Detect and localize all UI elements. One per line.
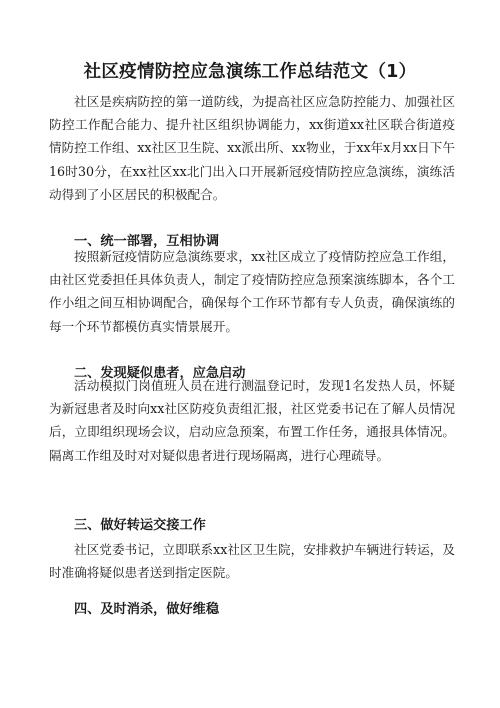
intro-paragraph: 社区是疾病防控的第一道防线，为提高社区应急防控能力、加强社区防控工作配合能力、提升社区组织协调能力，xx街道xx社区联合街道疫情防控工作组、xx社区卫生院、xx派出所、xx物业，于xx年x月xx日下午16时30分，在xx社区xx北门出入口开展新冠疫情防控应急演练，演练活动得到了小区居民的积极配合。 (49, 94, 455, 202)
section-body-3: 社区党委书记，立即联系xx社区卫生院，安排救护车辆进行转运，及时准确将疑似患者送到指定医院。 (49, 542, 455, 581)
section-heading-2: 二、发现疑似患者，应急启动 (74, 366, 246, 381)
section-body-2: 活动模拟门岗值班人员在进行测温登记时，发现1名发热人员，怀疑为新冠患者及时向xx社区防疫负责组汇报，社区党委书记在了解人员情况后，立即组织现场会议，启动应急预案，布置工作任务，通报具体情况。隔离工作组及时对对疑似患者进行现场隔离，进行心理疏导。 (49, 378, 455, 463)
section-heading-3: 三、做好转运交接工作 (74, 518, 206, 533)
section-heading-1: 一、统一部署，互相协调 (74, 234, 220, 249)
document-title: 社区疫情防控应急演练工作总结范文（1） (83, 62, 417, 82)
section-body-1: 按照新冠疫情防应急演练要求，xx社区成立了疫情防控应急工作组，由社区党委担任具体负责人，制定了疫情防控应急预案演练脚本，各个工作小组之间互相协调配合，确保每个工作环节都有专人负责，确保演练的每一个环节都模仿真实情景展开。 (49, 249, 455, 334)
section-heading-4: 四、及时消杀，做好维稳 (74, 602, 220, 617)
